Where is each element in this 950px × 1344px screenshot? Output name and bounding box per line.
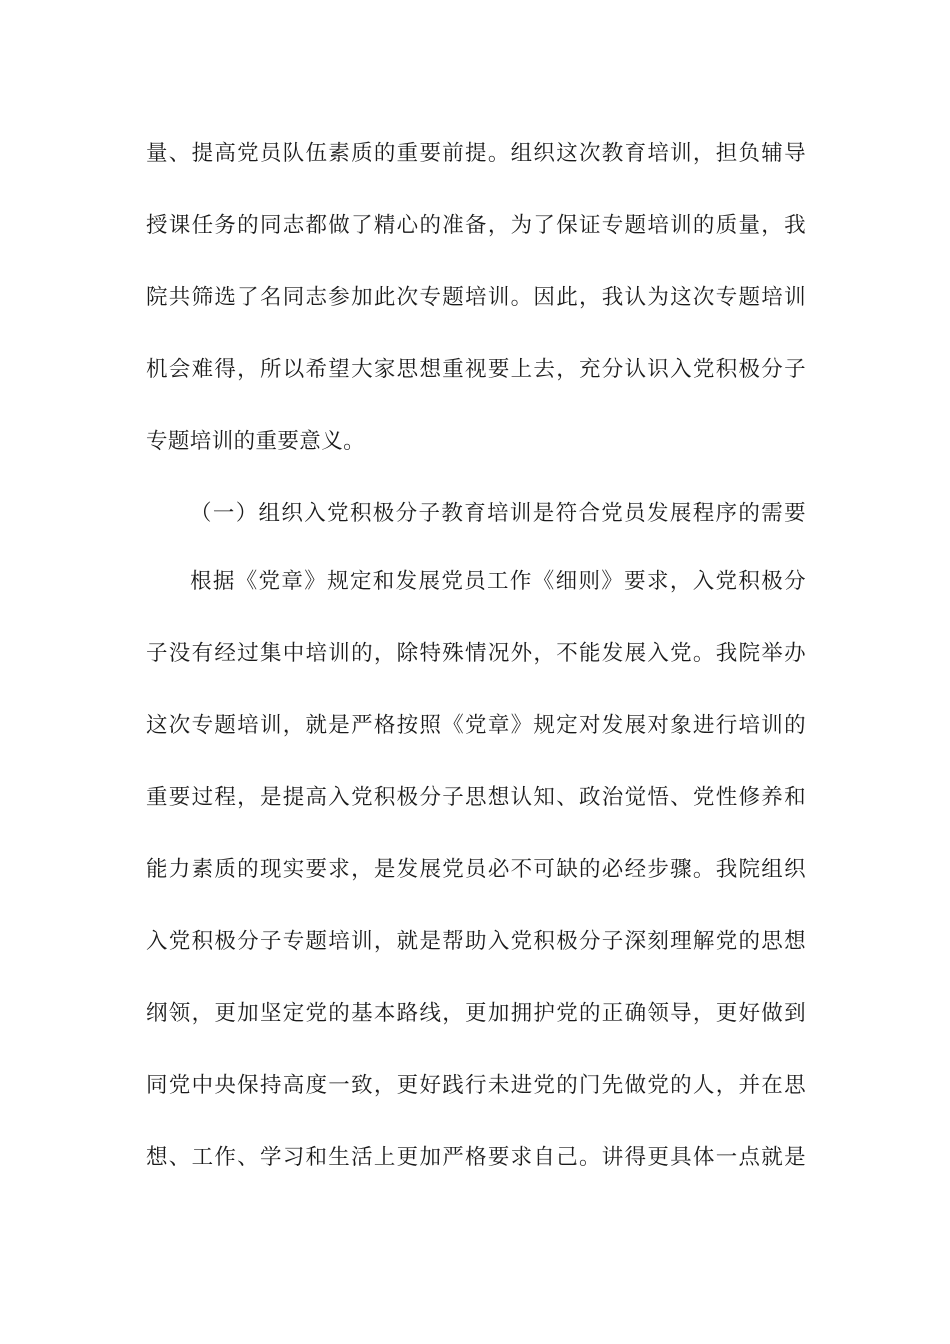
paragraph-line-10: 能力素质的现实要求，是发展党员必不可缺的必经步骤。我院组织 [146, 857, 806, 882]
paragraph-line-5: 专题培训的重要意义。 [146, 429, 366, 454]
paragraph-line-1: 量、提高党员队伍素质的重要前提。组织这次教育培训，担负辅导 [146, 141, 806, 166]
paragraph-line-6: 根据《党章》规定和发展党员工作《细则》要求，入党积极分 [190, 569, 806, 594]
paragraph-line-12: 纲领，更加坚定党的基本路线，更加拥护党的正确领导，更好做到 [146, 1001, 806, 1026]
paragraph-line-4: 机会难得，所以希望大家思想重视要上去，充分认识入党积极分子 [146, 357, 806, 382]
paragraph-line-7: 子没有经过集中培训的，除特殊情况外，不能发展入党。我院举办 [146, 641, 806, 666]
paragraph-line-8: 这次专题培训，就是严格按照《党章》规定对发展对象进行培训的 [146, 713, 806, 738]
paragraph-line-9: 重要过程，是提高入党积极分子思想认知、政治觉悟、党性修养和 [146, 785, 806, 810]
paragraph-line-3: 院共筛选了名同志参加此次专题培训。因此，我认为这次专题培训 [146, 285, 806, 310]
paragraph-line-11: 入党积极分子专题培训，就是帮助入党积极分子深刻理解党的思想 [146, 929, 806, 954]
paragraph-line-13: 同党中央保持高度一致，更好践行未进党的门先做党的人，并在思 [146, 1073, 806, 1098]
paragraph-line-2: 授课任务的同志都做了精心的准备，为了保证专题培训的质量，我 [146, 213, 806, 238]
paragraph-line-14: 想、工作、学习和生活上更加严格要求自己。讲得更具体一点就是 [146, 1145, 806, 1170]
section-heading: （一）组织入党积极分子教育培训是符合党员发展程序的需要 [190, 501, 806, 526]
